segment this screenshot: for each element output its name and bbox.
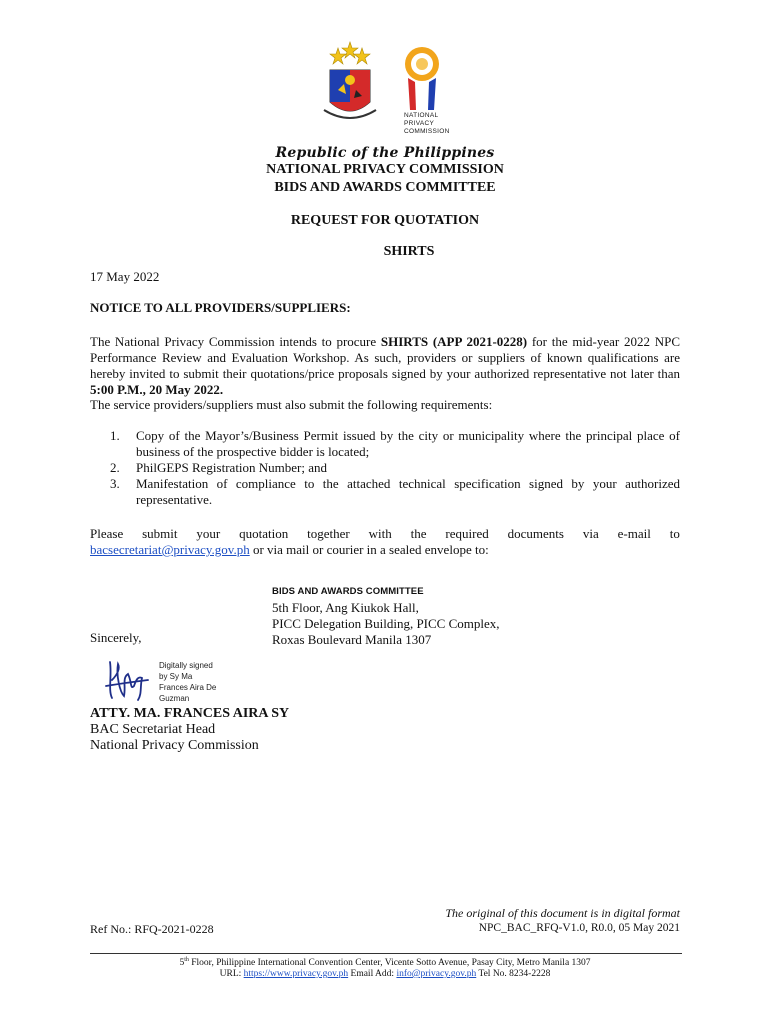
word: the [410, 526, 427, 541]
list-item [90, 428, 680, 460]
digital-signature-note [159, 660, 216, 704]
submission-line [90, 542, 680, 558]
footer-contacts [0, 969, 770, 979]
signatory-office: National Privacy Commission [90, 738, 259, 753]
list-text: Copy of the Mayor’s/Business Permit issued by the city or municipality where the principal place of business of the prospective bidder is located; [136, 428, 680, 459]
footer-divider [90, 953, 682, 954]
organization-name: NATIONAL PRIVACY COMMISSION [266, 162, 504, 177]
npc-logo-line: NATIONAL [404, 112, 439, 119]
word: together [307, 526, 350, 541]
word: e-mail [617, 526, 651, 541]
requirements-list [90, 428, 680, 508]
list-number: 3. [110, 476, 120, 491]
digital-original-note: The original of this document is in digital format [445, 906, 680, 920]
signatory-name: ATTY. MA. FRANCES AIRA SY [90, 706, 290, 721]
floor-number: 5 [179, 958, 185, 969]
digital-line: Digitally signed [159, 661, 213, 670]
word: your [196, 526, 221, 541]
republic-heading: Republic of the Philippines [275, 145, 495, 161]
word: required [445, 526, 489, 541]
npc-logo-text [404, 112, 450, 136]
handwritten-signature-icon [102, 656, 154, 704]
committee-name: BIDS AND AWARDS COMMITTEE [274, 180, 496, 195]
npc-logo-line: COMMISSION [404, 128, 450, 135]
submission-instructions [90, 526, 680, 558]
procurement-item: SHIRTS (APP 2021-0228) [380, 334, 528, 349]
info-email-link[interactable]: info@privacy.gov.ph [396, 969, 477, 979]
word: documents [507, 526, 564, 541]
document-title: REQUEST FOR QUOTATION [290, 213, 480, 228]
digital-line: Frances Aira De [159, 683, 217, 692]
list-item [90, 476, 680, 508]
digital-line: Guzman [159, 694, 190, 703]
reference-number: Ref No.: RFQ-2021-0228 [90, 922, 214, 936]
list-number: 1. [110, 428, 120, 443]
footer-address [0, 957, 770, 968]
document-code: NPC_BAC_RFQ-V1.0, R0.0, 05 May 2021 [478, 922, 680, 934]
word: via [582, 526, 599, 541]
requirements-intro: The service providers/suppliers must also submit the following requirements: [90, 397, 493, 412]
word: submit [142, 526, 178, 541]
email-label: Email Add: [348, 969, 397, 979]
word: quotation [239, 526, 289, 541]
header-logos [318, 40, 458, 140]
signatory-title: BAC Secretariat Head [90, 722, 216, 737]
floor-suffix: th [184, 957, 189, 963]
intro-paragraph [90, 334, 680, 398]
word: with [368, 526, 392, 541]
word: Please [90, 526, 124, 541]
address-line: Roxas Boulevard Manila 1307 [272, 632, 432, 647]
address-label: BIDS AND AWARDS COMMITTEE [272, 586, 424, 597]
website-link[interactable]: https://www.privacy.gov.ph [243, 969, 349, 979]
bac-email-link[interactable]: bacsecretariat@privacy.gov.ph [90, 542, 250, 557]
digital-line: by Sy Ma [159, 672, 193, 681]
url-label: URL: [219, 969, 244, 979]
letter-date: 17 May 2022 [90, 269, 160, 284]
list-text: Manifestation of compliance to the attached technical specification signed by your authorized representative. [136, 476, 680, 507]
submission-line [90, 526, 680, 542]
submission-deadline: 5:00 P.M., 20 May 2022. [90, 382, 224, 397]
address-line: PICC Delegation Building, PICC Complex, [272, 616, 500, 631]
address-text: Floor, Philippine International Convention Center, Vicente Sotto Avenue, Pasay City, Metro Manila 1307 [188, 958, 591, 969]
telephone: Tel No. 8234-2228 [476, 969, 551, 979]
list-item [90, 460, 680, 476]
word: to [669, 526, 680, 541]
address-line: 5th Floor, Ang Kiukok Hall, [272, 600, 419, 615]
closing: Sincerely, [90, 630, 142, 645]
list-text: PhilGEPS Registration Number; and [136, 460, 328, 475]
notice-heading: NOTICE TO ALL PROVIDERS/SUPPLIERS: [90, 300, 351, 315]
mailing-address [272, 584, 500, 648]
npc-logo-line: PRIVACY [404, 120, 435, 127]
submission-text: or via mail or courier in a sealed envelope to: [249, 542, 489, 557]
intro-text-continued: for the mid-year 2022 NPC Performance Review and Evaluation Workshop. As such, providers or suppliers of known qualifications are hereby invited to submit their quotations/price proposals signed by your authorized representative not later than [90, 334, 680, 381]
list-number: 2. [110, 460, 120, 475]
item-title: SHIRTS [383, 244, 435, 259]
intro-text: The National Privacy Commission intends to procure [90, 334, 381, 349]
